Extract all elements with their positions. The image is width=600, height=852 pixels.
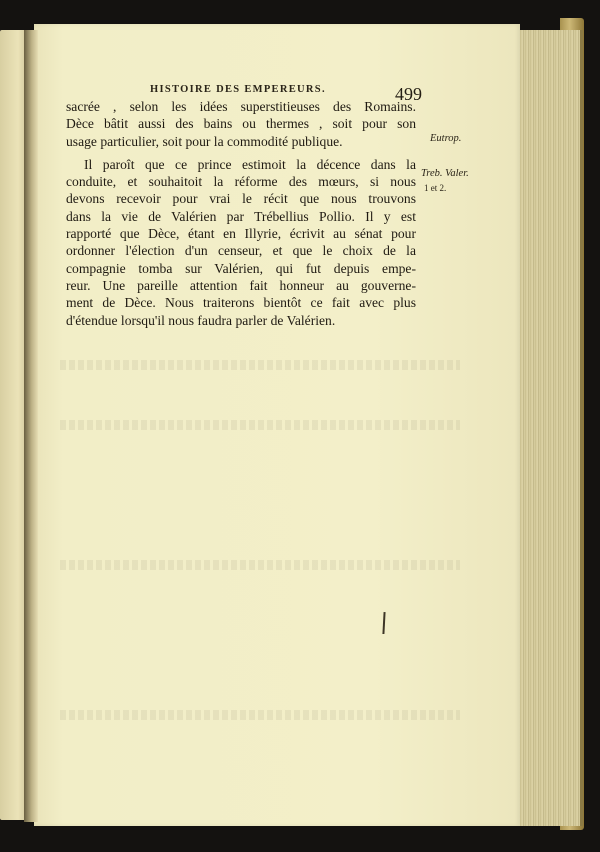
text-line: conduite, et souhaitoit la réforme des mœurs, si nous: [66, 174, 416, 190]
text-line: Il paroît que ce prince estimoit la décence dans la: [84, 156, 416, 172]
text-line: dans la vie de Valérien par Trébellius Pollio. Il y est: [66, 208, 416, 224]
running-title: HISTOIRE DES EMPEREURS.: [150, 84, 326, 95]
page-stack-edges: [514, 30, 583, 826]
book-gutter: [24, 30, 38, 822]
text-line: usage particulier, soit pour la commodité publique.: [66, 133, 343, 149]
margin-note-eutrop: Eutrop.: [430, 133, 462, 144]
text-line: rapporté que Dèce, étant en Illyrie, écrivit au sénat pour: [66, 226, 416, 242]
text-line: Dèce bâtit aussi des bains ou thermes , soit pour son: [66, 116, 416, 132]
text-line: compagnie tomba sur Valérien, qui fut depuis empe-: [66, 260, 416, 276]
text-line: ment de Dèce. Nous traiterons bientôt ce fait avec plus: [66, 295, 416, 311]
text-line: reur. Une pareille attention fait honneur au gouverne-: [66, 277, 416, 293]
text-line: sacrée , selon les idées superstitieuses des Romains.: [66, 99, 416, 114]
page-number: 499: [395, 84, 422, 104]
text-line: ordonner l'élection d'un censeur, et que le choix de la: [66, 243, 416, 259]
margin-note-treb-valer: Treb. Valer.: [421, 168, 469, 179]
text-line: devons recevoir pour vrai le récit que nous trouvons: [66, 191, 416, 207]
text-line: d'étendue lorsqu'il nous faudra parler de Valérien.: [66, 312, 336, 328]
margin-note-ref: 1 et 2.: [424, 183, 447, 193]
body-text: [66, 98, 416, 329]
